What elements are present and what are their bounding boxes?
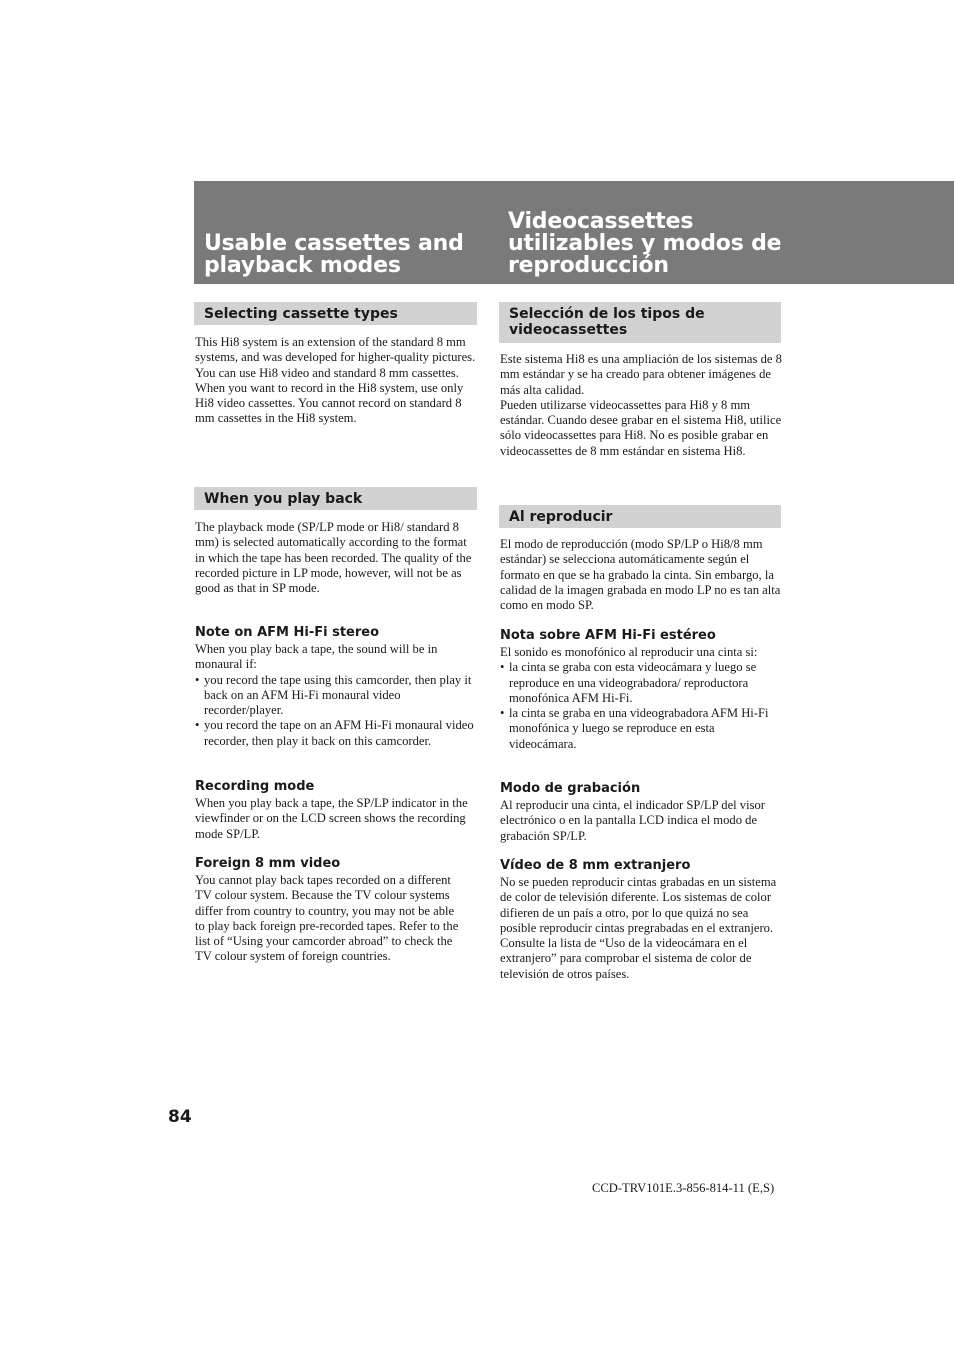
- nota-afm-hifi-block: [500, 645, 783, 752]
- list-item: • la cinta se graba en una videograbadora AFM Hi-Fi monofónica y luego se reproduce en esta videocámara.: [500, 706, 783, 752]
- paragraph: You can use Hi8 video and standard 8 mm cassettes. When you want to record in the Hi8 system, use only Hi8 video cassettes. You cannot record on standard 8 mm cassettes in the Hi8 system.: [195, 365, 464, 426]
- section-body-seleccion-tipos: [500, 352, 785, 459]
- paragraph: The playback mode (SP/LP mode or Hi8/ standard 8 mm) is selected automatically according to the format in which the tape has been recorded. The quality of the recorded picture in LP mode, however, will not be as good as that in SP mode.: [195, 520, 472, 596]
- note-afm-hifi-block: [195, 642, 478, 749]
- list-item: • you record the tape on an AFM Hi-Fi monaural video recorder, then play it back on this camcorder.: [195, 718, 478, 749]
- page-title-spanish: Videocassettes utilizables y modos de reproducción: [508, 209, 782, 278]
- paragraph: No se pueden reproducir cintas grabadas en un sistema de color de televisión diferente. Los sistemas de color difieren de un país a otro, por lo que quizá no sea posible reproducir cintas pregrabadas en el extranjero. Consulte la lista de “Uso de la videocámara en el extranjero” para comprobar el sistema de color de televisión de otros países.: [500, 875, 777, 981]
- paragraph: El modo de reproducción (modo SP/LP o Hi8/8 mm estándar) se selecciona automáticamente según el formato en que se ha grabado la cinta. Sin embargo, la calidad de la imagen grabada en modo LP no es tan alta como en modo SP.: [500, 537, 781, 613]
- subheading-recording-mode: Recording mode: [195, 779, 315, 794]
- paragraph: When you play back a tape, the SP/LP indicator in the viewfinder or on the LCD screen shows the recording mode SP/LP.: [195, 796, 468, 841]
- page-title-english: Usable cassettes and playback modes: [204, 231, 464, 278]
- section-body-selecting-cassette-types: [195, 335, 478, 427]
- page-number: 84: [168, 1107, 192, 1127]
- section-heading-al-reproducir: Al reproducir: [499, 505, 781, 528]
- subheading-foreign-video: Foreign 8 mm video: [195, 856, 341, 871]
- subheading-nota-afm-hifi: Nota sobre AFM Hi-Fi estéreo: [500, 628, 716, 643]
- bullet-list: [195, 673, 478, 749]
- subheading-video-extranjero: Vídeo de 8 mm extranjero: [500, 858, 691, 873]
- bullet-list: [500, 660, 783, 752]
- subheading-afm-hifi-note: Note on AFM Hi-Fi stereo: [195, 625, 380, 640]
- paragraph: You cannot play back tapes recorded on a different TV colour system. Because the TV colour systems differ from country to country, you may not be able to play back foreign pre-recorded tapes. Refer to the list of “Using your camcorder abroad” to check the TV colour system of foreign countries.: [195, 873, 459, 964]
- paragraph: Este sistema Hi8 es una ampliación de los sistemas de 8 mm estándar y se ha creado para obtener imágenes de más alta calidad.: [500, 352, 782, 397]
- paragraph: This Hi8 system is an extension of the standard 8 mm systems, and was developed for higher-quality pictures.: [195, 335, 476, 365]
- section-heading-selecting-cassette-types: Selecting cassette types: [194, 302, 477, 325]
- paragraph: Pueden utilizarse videocassettes para Hi8 y 8 mm estándar. Cuando desee grabar en el sistema Hi8, utilice sólo videocassettes para Hi8. No es posible grabar en videocassettes de 8 mm estándar en sistema Hi8.: [500, 397, 782, 458]
- section-heading-seleccion-tipos: Selección de los tipos de videocassettes: [499, 302, 781, 343]
- model-code: CCD-TRV101E.3-856-814-11 (E,S): [592, 1181, 775, 1195]
- paragraph: El sonido es monofónico al reproducir una cinta si:: [500, 645, 758, 659]
- subheading-modo-grabacion: Modo de grabación: [500, 781, 641, 796]
- paragraph: Al reproducir una cinta, el indicador SP/LP del visor electrónico o en la pantalla LCD indica el modo de grabación SP/LP.: [500, 798, 765, 843]
- list-item: • la cinta se graba con esta videocámara y luego se reproduce en una videograbadora/ reproductora monofónica AFM Hi-Fi.: [500, 660, 783, 706]
- section-heading-when-you-play-back: When you play back: [194, 487, 477, 510]
- paragraph: When you play back a tape, the sound will be in monaural if:: [195, 642, 438, 672]
- list-item: • you record the tape using this camcorder, then play it back on an AFM Hi-Fi monaural video recorder/player.: [195, 673, 478, 719]
